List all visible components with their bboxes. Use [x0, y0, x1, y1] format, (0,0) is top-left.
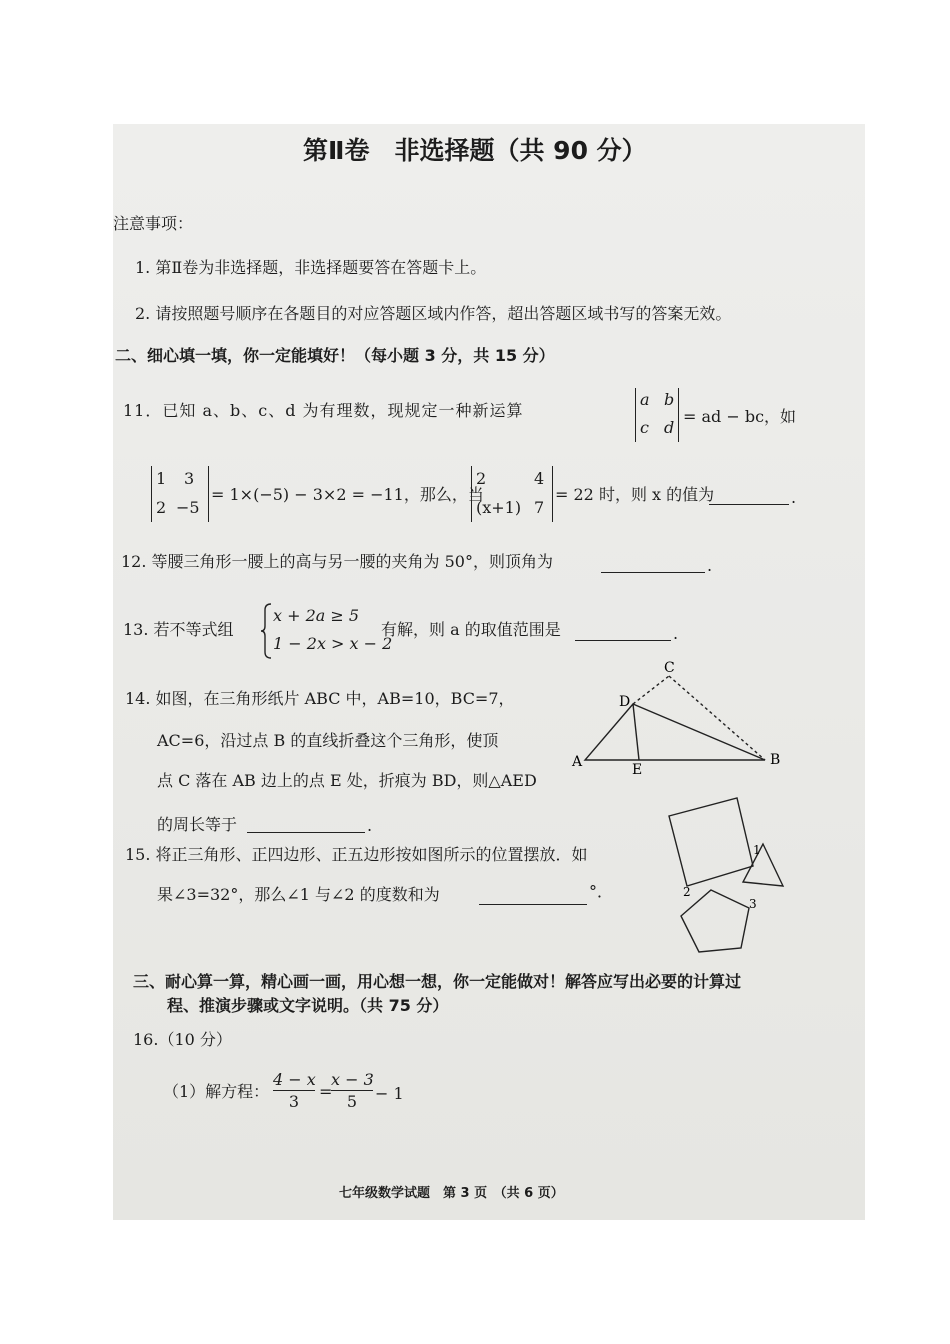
q13-pre: 13. 若不等式组 — [123, 620, 234, 639]
q11-question-determinant — [471, 466, 553, 522]
q16-head: 16.（10 分） — [133, 1030, 232, 1049]
angle-label-3: 3 — [749, 897, 757, 911]
q13-inequality-1: x + 2a ≥ 5 — [273, 606, 360, 625]
fig-label-c: C — [664, 660, 675, 676]
matrix-cell: 2 — [156, 498, 167, 517]
q15-end: °． — [589, 882, 614, 901]
matrix-cell: c — [640, 418, 649, 437]
q13-post: 有解，则 a 的取值范围是 — [381, 620, 561, 639]
q16-sub1: （1）解方程： — [163, 1082, 270, 1101]
matrix-cell: −5 — [176, 498, 200, 517]
angle-label-2: 2 — [683, 885, 691, 899]
triangle-figure — [569, 658, 789, 774]
q11-example-determinant — [151, 466, 209, 522]
q15-line-2: 果∠3=32°，那么∠1 与∠2 的度数和为 — [157, 885, 440, 904]
q15-answer-blank — [479, 904, 587, 905]
q11-end: . — [791, 488, 797, 507]
q11-example-rhs: = 1×(−5) − 3×2 = −11，那么，当 — [211, 485, 484, 504]
q13-answer-blank — [575, 640, 671, 641]
q16-fraction-2 — [331, 1070, 373, 1111]
q14-line-3: 点 C 落在 AB 边上的点 E 处，折痕为 BD，则△AED — [157, 771, 537, 790]
brace-symbol — [259, 602, 273, 660]
notes-heading: 注意事项： — [113, 214, 194, 233]
note-item-2: 2. 请按照题号顺序在各题目的对应答题区域内作答，超出答题区域书写的答案无效。 — [135, 304, 732, 323]
q15-line-1: 15. 将正三角形、正四边形、正五边形按如图所示的位置摆放．如 — [125, 845, 588, 864]
fraction-denominator: 5 — [346, 1092, 358, 1112]
q11-answer-blank — [709, 504, 789, 505]
q11-def-determinant — [635, 388, 679, 442]
matrix-cell: b — [664, 390, 675, 409]
q11-question-rhs: = 22 时，则 x 的值为 — [555, 485, 715, 504]
fig-label-d: D — [619, 694, 631, 710]
q11-line1: 11．已知 a、b、c、d 为有理数，现规定一种新运算 — [123, 401, 524, 420]
fraction-numerator: 4 − x — [273, 1070, 316, 1089]
q16-equals: = — [319, 1082, 333, 1101]
q14-last: 的周长等于 — [157, 815, 238, 834]
q12-answer-blank — [601, 572, 705, 573]
q14-end: . — [367, 816, 373, 835]
q13-inequality-2: 1 − 2x > x − 2 — [273, 634, 393, 653]
fraction-denominator: 3 — [288, 1092, 300, 1112]
q11-def-rhs: = ad − bc，如 — [683, 407, 797, 426]
matrix-cell: 2 — [476, 469, 487, 488]
q12-text: 12. 等腰三角形一腰上的高与另一腰的夹角为 50°，则顶角为 — [121, 552, 553, 571]
q16-tail: − 1 — [375, 1084, 404, 1103]
q16-fraction-1 — [273, 1070, 315, 1111]
q14-answer-blank — [247, 832, 365, 833]
page-footer: 七年级数学试题 第 3 页 （共 6 页） — [339, 1186, 564, 1201]
matrix-cell: a — [640, 390, 650, 409]
section-title: 第Ⅱ卷 非选择题（共 90 分） — [303, 136, 647, 165]
q12-end: . — [707, 556, 713, 575]
fig-label-e: E — [632, 762, 643, 774]
matrix-cell: 3 — [184, 469, 195, 488]
angle-label-1: 1 — [753, 843, 761, 857]
matrix-cell: 7 — [534, 498, 545, 517]
matrix-cell: (x+1) — [476, 498, 522, 517]
fraction-bar — [331, 1090, 373, 1091]
fraction-numerator: x − 3 — [331, 1070, 374, 1089]
polygons-figure — [667, 796, 797, 962]
matrix-cell: 4 — [534, 469, 545, 488]
matrix-cell: d — [664, 418, 675, 437]
q14-line-1: 14. 如图，在三角形纸片 ABC 中，AB=10，BC=7， — [125, 689, 515, 708]
fig-label-a: A — [572, 754, 583, 770]
matrix-cell: 1 — [156, 469, 167, 488]
fraction-bar — [273, 1090, 315, 1091]
fig-label-b: B — [770, 752, 781, 768]
section2-heading: 二、细心填一填，你一定能填好！（每小题 3 分，共 15 分） — [115, 346, 555, 365]
section3-line-1: 三、耐心算一算，精心画一画，用心想一想，你一定能做对！解答应写出必要的计算过 — [133, 972, 742, 991]
q13-end: . — [673, 624, 679, 643]
section3-line-2: 程、推演步骤或文字说明。（共 75 分） — [167, 996, 449, 1015]
note-item-1: 1. 第Ⅱ卷为非选择题，非选择题要答在答题卡上。 — [135, 258, 487, 277]
exam-page — [113, 124, 865, 1220]
q14-line-2: AC=6，沿过点 B 的直线折叠这个三角形，使顶 — [157, 731, 499, 750]
